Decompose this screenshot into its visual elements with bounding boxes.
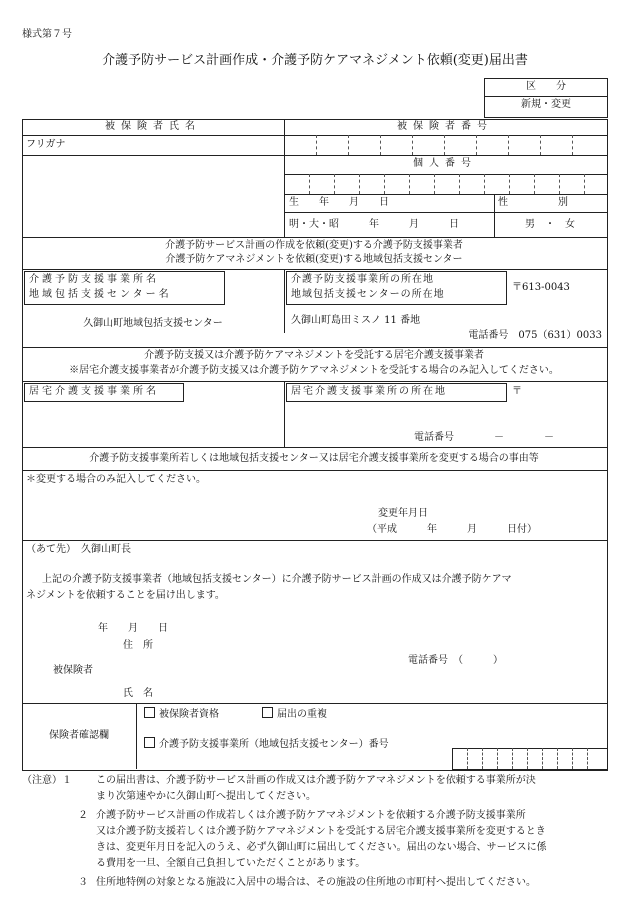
support-heading-2: 介護予防ケアマネジメントを依頼(変更)する地域包括支援センター: [165, 254, 463, 265]
birth-value[interactable]: 明・大・昭 年 月 日: [289, 219, 459, 230]
office-number-cells[interactable]: [452, 748, 608, 770]
check-item-1-label: 被保険者資格: [159, 709, 219, 720]
homecare-heading-1: 介護予防支援又は介護予防ケアマネジメントを受託する居宅介護支援事業者: [144, 350, 484, 361]
note-1-line-1: この届出書は、介護予防サービス計画の作成又は介護予防ケアマネジメントを依頼する事業所が決: [96, 775, 536, 786]
insured-number-header: 被保険者番号: [397, 121, 493, 132]
declaration-date[interactable]: 年 月 日: [98, 623, 168, 634]
homecare-postal[interactable]: 〒: [512, 386, 522, 397]
check-office-number[interactable]: [144, 737, 389, 751]
note-2-line-2: 又は介護予防支援若しくは介護予防ケアマネジメントを受託する居宅介護支援事業所を変更するとき: [96, 826, 546, 837]
note-2-line-4: る費用を一旦、全額自己負担していただくことがあります。: [96, 858, 366, 869]
kubun-value[interactable]: 新規・変更: [521, 99, 571, 110]
homecare-phone[interactable]: 電話番号 － －: [414, 432, 554, 443]
form-number: 様式第７号: [22, 29, 72, 40]
declaration-line-1: 上記の介護予防支援事業者（地域包括支援センター）に介護予防サービス計画の作成又は介護予防ケアマ: [42, 574, 512, 585]
note-2-line-1: 介護予防サービス計画の作成若しくは介護予防ケアマネジメントを依頼する介護予防支援事業所: [96, 810, 526, 821]
personal-number-header: 個人番号: [413, 158, 477, 169]
checkbox-icon[interactable]: [262, 707, 273, 718]
note-2-num: ２: [78, 810, 88, 821]
furigana-label: フリガナ: [26, 139, 66, 150]
address-label: 住 所: [123, 640, 153, 651]
support-name-label-2: 地域包括支援センター名: [29, 289, 172, 300]
insured-name-field[interactable]: [23, 156, 283, 236]
checkbox-icon[interactable]: [144, 707, 155, 718]
check-duplicate[interactable]: [262, 707, 327, 721]
checkbox-icon[interactable]: [144, 737, 155, 748]
support-postal[interactable]: 〒613-0043: [512, 282, 570, 293]
homecare-heading-2: ※居宅介護支援事業者が介護予防支援又は介護予防ケアマネジメントを受託する場合のみ記入してください。: [69, 365, 559, 376]
change-date-value[interactable]: （平成 年 月 日付）: [367, 524, 537, 535]
support-address[interactable]: 久御山町島田ミスノ 11 番地: [291, 315, 421, 326]
note-3-line-1: 住所地特例の対象となる施設に入居中の場合は、その施設の住所地の市町村へ提出してください。: [96, 877, 536, 888]
support-name-label-1: 介護予防支援事業所名: [29, 274, 159, 285]
support-center-name[interactable]: 久御山町地域包括支援センター: [83, 318, 223, 329]
check-item-2-label: 届出の重複: [277, 709, 327, 720]
change-note: ＊変更する場合のみ記入してください。: [26, 474, 206, 485]
change-heading: 介護予防支援事業所若しくは地域包括支援センター又は居宅介護支援事業所を変更する場合の事由等: [89, 453, 539, 464]
kubun-label: 区 分: [526, 81, 566, 92]
declaration-line-2: ネジメントを依頼することを届け出します。: [26, 590, 225, 601]
change-date-label: 変更年月日: [378, 508, 428, 519]
declaration-phone[interactable]: 電話番号 （ ）: [408, 655, 503, 666]
insured-label: 被保険者: [53, 665, 93, 676]
homecare-name-label: 居宅介護支援事業所名: [29, 386, 159, 397]
insured-name-header: 被保険者氏名: [105, 121, 201, 132]
note-2-line-3: きは、変更年月日を記入のうえ、必ず久御山町に届出してください。届出のない場合、サービスに係: [96, 842, 547, 853]
note-3-num: ３: [78, 877, 88, 888]
support-heading-1: 介護予防サービス計画の作成を依頼(変更)する介護予防支援事業者: [165, 240, 463, 251]
check-insured-qualification[interactable]: [144, 707, 219, 721]
sex-value[interactable]: 男 ・ 女: [525, 219, 575, 230]
support-addr-label-2: 地域包括支援センターの所在地: [291, 289, 445, 300]
check-item-3-label: 介護予防支援事業所（地域包括支援センター）番号: [159, 739, 389, 750]
name-label: 氏 名: [123, 688, 153, 699]
birth-label: 生 年 月 日: [289, 197, 389, 208]
support-addr-label-1: 介護予防支援事業所の所在地: [291, 274, 434, 285]
insurer-check-label: 保険者確認欄: [49, 730, 109, 741]
sex-label: 性 別: [498, 197, 568, 208]
support-phone[interactable]: 電話番号 075（631）0033: [468, 330, 602, 341]
homecare-addr-label: 居宅介護支援事業所の所在地: [291, 386, 447, 397]
addressee: （あて先） 久御山町長: [26, 544, 131, 555]
note-1-line-2: まり次第速やかに久御山町へ提出してください。: [96, 791, 316, 802]
note-1-num: （注意）１: [22, 775, 72, 786]
form-title: 介護予防サービス計画作成・介護予防ケアマネジメント依頼(変更)届出書: [102, 53, 528, 68]
